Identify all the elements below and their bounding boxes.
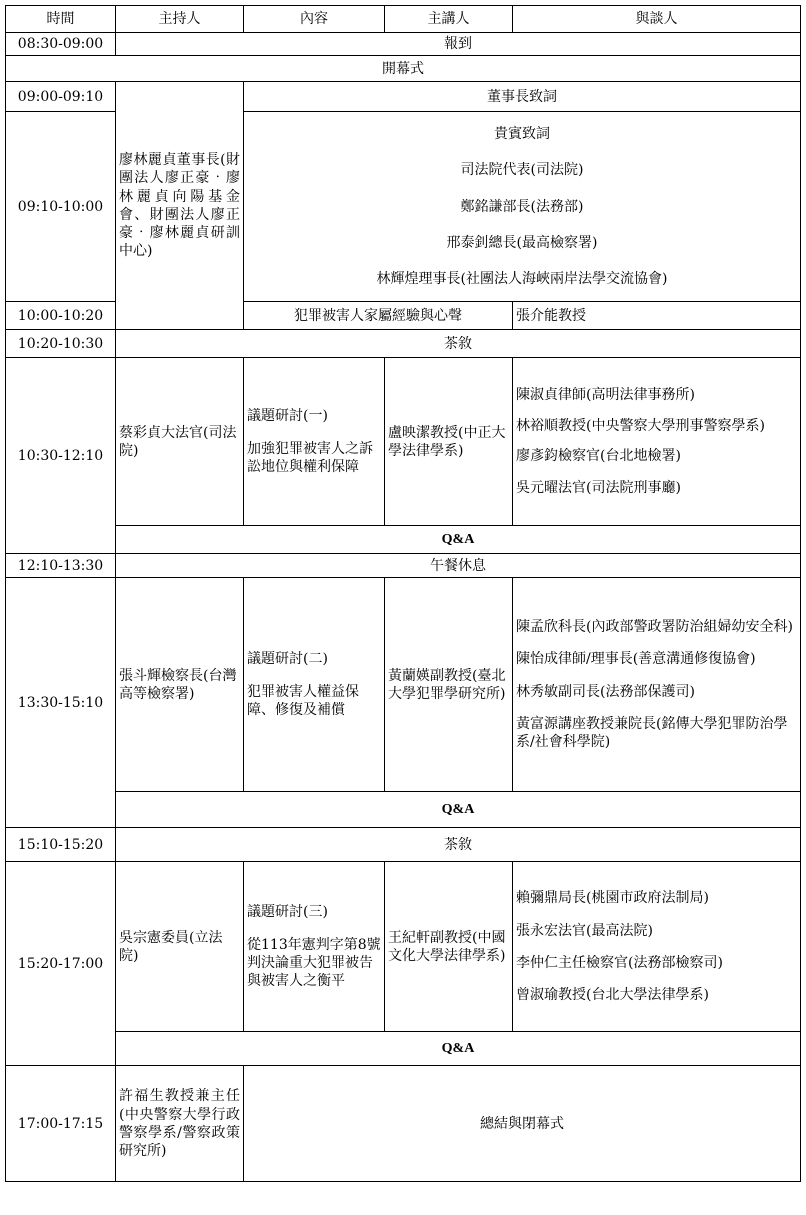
family-content: 犯罪被害人家屬經驗與心聲 — [244, 302, 513, 330]
row-session1 — [6, 358, 801, 526]
panelist: 陳孟欣科長(內政部警政署防治組婦幼安全科) — [516, 619, 793, 636]
session2-content — [244, 578, 385, 792]
row-session2-qa — [6, 792, 801, 828]
session3-content — [244, 862, 385, 1032]
tea-label: 茶敘 — [116, 330, 801, 358]
session1-title: 議題研討(一) — [247, 408, 328, 425]
session1-content — [244, 358, 385, 526]
time-cell: 09:00-09:10 — [6, 82, 116, 112]
time-cell: 13:30-15:10 — [6, 578, 116, 828]
panelist: 曾淑瑜教授(台北大學法律學系) — [516, 986, 709, 1003]
panelist: 李仲仁主任檢察官(法務部檢察司) — [516, 954, 723, 971]
row-session2 — [6, 578, 801, 792]
guest-item: 鄭銘謙部長(法務部) — [460, 198, 584, 215]
panelist: 林秀敏副司長(法務部保護司) — [516, 683, 695, 700]
session2-panel — [513, 578, 801, 792]
session2-speaker: 黃蘭媖副教授(臺北大學犯罪學研究所) — [385, 578, 513, 792]
tea-label: 茶敘 — [116, 828, 801, 862]
row-session3-qa — [6, 1032, 801, 1066]
guest-item: 邢泰釗總長(最高檢察署) — [446, 234, 598, 251]
time-cell: 09:10-10:00 — [6, 112, 116, 302]
opening-label: 開幕式 — [6, 56, 801, 82]
session3-panel — [513, 862, 801, 1032]
row-opening — [6, 56, 801, 82]
header-content: 內容 — [244, 6, 385, 33]
session3-speaker: 王紀軒副教授(中國文化大學法律學系) — [385, 862, 513, 1032]
opening-host: 廖林麗貞董事長(財團法人廖正豪‧廖林麗貞向陽基金會、財團法人廖正豪‧廖林麗貞研訓中心) — [116, 82, 244, 330]
session3-title: 議題研討(三) — [247, 904, 328, 921]
header-speaker: 主講人 — [385, 6, 513, 33]
closing-label: 總結與閉幕式 — [244, 1066, 801, 1182]
row-tea1 — [6, 330, 801, 358]
row-lunch — [6, 554, 801, 578]
panelist: 吳元曜法官(司法院刑事廳) — [516, 479, 681, 496]
qa-label: Q&A — [116, 1032, 801, 1066]
time-cell: 10:00-10:20 — [6, 302, 116, 330]
session1-speaker: 盧映潔教授(中正大學法律學系) — [385, 358, 513, 526]
guest-item: 貴賓致詞 — [494, 126, 550, 143]
qa-label: Q&A — [116, 792, 801, 828]
time-cell: 17:00-17:15 — [6, 1066, 116, 1182]
session1-topic: 加強犯罪被害人之訴訟地位與權利保障 — [247, 440, 373, 475]
session2-host: 張斗輝檢察長(台灣高等檢察署) — [116, 578, 244, 792]
panelist: 黃富源講座教授兼院長(銘傳大學犯罪防治學系/社會科學院) — [516, 715, 788, 750]
row-session3 — [6, 862, 801, 1032]
chairman-speech: 董事長致詞 — [244, 82, 801, 112]
closing-host: 許福生教授兼主任(中央警察大學行政警察學系/警察政策研究所) — [116, 1066, 244, 1182]
header-time: 時間 — [6, 6, 116, 33]
session2-title: 議題研討(二) — [247, 651, 328, 668]
row-session1-qa — [6, 526, 801, 554]
guest-speeches — [244, 112, 801, 302]
session1-host: 蔡彩貞大法官(司法院) — [116, 358, 244, 526]
row-tea2 — [6, 828, 801, 862]
checkin-label: 報到 — [116, 33, 801, 56]
session1-panel — [513, 358, 801, 526]
guest-item: 司法院代表(司法院) — [460, 162, 584, 179]
panelist: 陳怡成律師/理事長(善意溝通修復協會) — [516, 651, 756, 668]
session3-host: 吳宗憲委員(立法院) — [116, 862, 244, 1032]
panelist: 陳淑貞律師(高明法律事務所) — [516, 387, 695, 404]
agenda-table — [5, 5, 801, 1182]
guest-item: 林輝煌理事長(社團法人海峽兩岸法學交流協會) — [376, 270, 668, 287]
session2-topic: 犯罪被害人權益保障、修復及補償 — [247, 683, 359, 718]
row-checkin — [6, 33, 801, 56]
header-panel: 與談人 — [513, 6, 801, 33]
time-cell: 10:30-12:10 — [6, 358, 116, 554]
time-cell: 15:20-17:00 — [6, 862, 116, 1066]
panelist: 廖彥鈞檢察官(台北地檢署) — [516, 447, 681, 464]
family-speaker: 張介能教授 — [513, 302, 801, 330]
header-host: 主持人 — [116, 6, 244, 33]
qa-label: Q&A — [116, 526, 801, 554]
row-chairman — [6, 82, 801, 112]
row-closing — [6, 1066, 801, 1182]
lunch-label: 午餐休息 — [116, 554, 801, 578]
session3-topic: 從113年憲判字第8號判決論重大犯罪被告與被害人之衡平 — [247, 936, 381, 989]
time-cell: 12:10-13:30 — [6, 554, 116, 578]
header-row — [6, 6, 801, 33]
panelist: 賴彌鼎局長(桃園市政府法制局) — [516, 890, 709, 907]
time-cell: 08:30-09:00 — [6, 33, 116, 56]
panelist: 林裕順教授(中央警察大學刑事警察學系) — [516, 417, 765, 434]
time-cell: 15:10-15:20 — [6, 828, 116, 862]
time-cell: 10:20-10:30 — [6, 330, 116, 358]
panelist: 張永宏法官(最高法院) — [516, 922, 653, 939]
